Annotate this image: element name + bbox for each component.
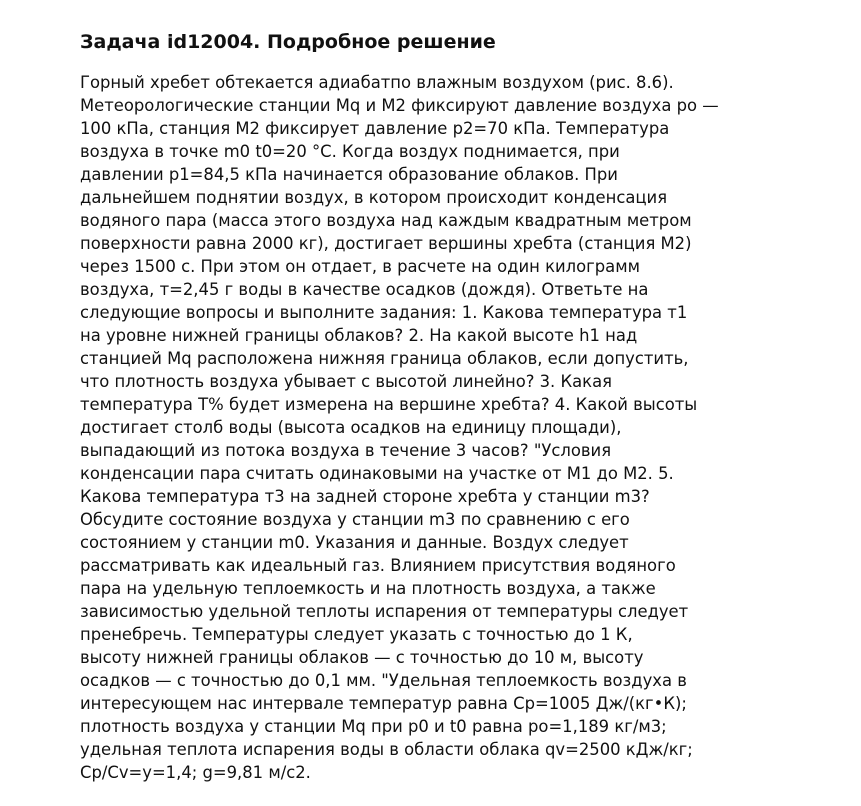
statement-line: станцией Mq расположена нижняя граница облаков, если допустить, — [80, 349, 689, 368]
statement-line: через 1500 с. При этом он отдает, в расчете на один килограмм — [80, 257, 640, 276]
problem-page — [80, 26, 780, 784]
statement-line: высоту нижней границы облаков — с точностью до 10 м, высоту — [80, 648, 644, 667]
statement-line: следующие вопросы и выполните задания: 1. Какова температура т1 — [80, 303, 688, 322]
statement-line: воздуха в точке m0 t0=20 °С. Когда воздух поднимается, при — [80, 142, 620, 161]
statement-line: состоянием у станции m0. Указания и данные. Воздух следует — [80, 533, 629, 552]
statement-line: поверхности равна 2000 кг), достигает вершины хребта (станция М2) — [80, 234, 692, 253]
statement-line: воздуха, т=2,45 г воды в качестве осадков (дождя). Ответьте на — [80, 280, 649, 299]
statement-line: зависимостью удельной теплоты испарения от температуры следует — [80, 602, 689, 621]
statement-line: плотность воздуха у станции Mq при р0 и t0 равна ро=1,189 кг/м3; — [80, 717, 667, 736]
statement-line: пара на удельную теплоемкость и на плотность воздуха, а также — [80, 579, 656, 598]
statement-line: Какова температура т3 на задней стороне хребта у станции m3? — [80, 487, 650, 506]
statement-line: выпадающий из потока воздуха в течение 3 часов? "Условия — [80, 441, 612, 460]
statement-line: Cp/Cv=y=1,4; g=9,81 м/с2. — [80, 763, 311, 782]
statement-line: температура Т% будет измерена на вершине хребта? 4. Какой высоты — [80, 395, 698, 414]
problem-title: Задача id12004. Подробное решение — [80, 31, 496, 53]
statement-line: на уровне нижней границы облаков? 2. На какой высоте h1 над — [80, 326, 638, 345]
statement-line: достигает столб воды (высота осадков на единицу площади), — [80, 418, 622, 437]
statement-line: конденсации пара считать одинаковыми на участке от М1 до М2. 5. — [80, 464, 674, 483]
statement-line: Метеорологические станции Mq и М2 фиксируют давление воздуха ро — — [80, 96, 719, 115]
statement-line: удельная теплота испарения воды в области облака qv=2500 кДж/кг; — [80, 740, 693, 759]
statement-line: Горный хребет обтекается адиабатпо влажным воздухом (рис. 8.6). — [80, 73, 674, 92]
statement-line: 100 кПа, станция М2 фиксирует давление р2=70 кПа. Температура — [80, 119, 670, 138]
statement-line: осадков — с точностью до 0,1 мм. "Удельная теплоемкость воздуха в — [80, 671, 687, 690]
statement-line: дальнейшем поднятии воздух, в котором происходит конденсация — [80, 188, 668, 207]
problem-statement — [80, 71, 780, 784]
statement-line: пренебречь. Температуры следует указать с точностью до 1 К, — [80, 625, 633, 644]
statement-line: давлении p1=84,5 кПа начинается образование облаков. При — [80, 165, 618, 184]
statement-line: рассматривать как идеальный газ. Влиянием присутствия водяного — [80, 556, 676, 575]
statement-line: водяного пара (масса этого воздуха над каждым квадратным метром — [80, 211, 692, 230]
statement-line: Обсудите состояние воздуха у станции m3 по сравнению с его — [80, 510, 630, 529]
statement-line: что плотность воздуха убывает с высотой линейно? 3. Какая — [80, 372, 612, 391]
statement-line: интересующем нас интервале температур равна Ср=1005 Дж/(кг•К); — [80, 694, 687, 713]
